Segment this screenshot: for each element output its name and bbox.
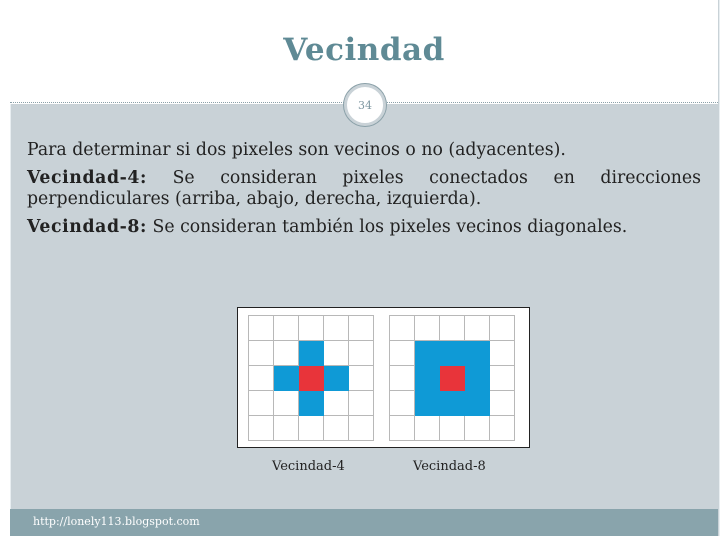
term-vecindad-8: Vecindad-8: [27,217,148,237]
cell [274,316,299,341]
neighbor-cell [440,391,465,416]
cell [349,316,374,341]
cell [440,316,465,341]
definition-vecindad-8: Se consideran también los pixeles vecinos diagonales. [147,217,628,237]
grid-vecindad-4 [248,315,374,441]
slide-title: Vecindad [283,32,445,68]
definition-vecindad-4: Se consideran pixeles conectados en direcciones perpendiculares (arriba, abajo, derecha, izquierda). [27,168,701,209]
cell [349,366,374,391]
cell [349,341,374,366]
neighbor-cell [415,341,440,366]
cell [465,316,490,341]
cell [274,341,299,366]
paragraph-vecindad-4 [27,168,701,210]
cell [390,391,415,416]
neighbor-cell [324,366,349,391]
neighbor-cell [415,366,440,391]
cell [415,416,440,441]
cell [490,316,515,341]
cell [390,341,415,366]
center-cell [299,366,324,391]
neighbor-cell [274,366,299,391]
cell [324,316,349,341]
cell [415,316,440,341]
slide-body [27,140,701,245]
cell [490,341,515,366]
cell [490,366,515,391]
cell [324,341,349,366]
cell [490,391,515,416]
cell [349,416,374,441]
cell [465,416,490,441]
paragraph-intro [27,140,701,161]
cell [299,316,324,341]
cell [490,416,515,441]
cell [249,366,274,391]
neighbor-cell [465,366,490,391]
neighbor-cell [415,391,440,416]
cell [324,391,349,416]
center-cell [440,366,465,391]
caption-vecindad-4: Vecindad-4 [272,459,345,474]
page-number: 34 [344,84,386,126]
paragraph-text: Para determinar si dos pixeles son vecinos o no (adyacentes). [27,140,566,160]
cell [390,366,415,391]
cell [274,416,299,441]
neighbor-cell [299,391,324,416]
cell [440,416,465,441]
cell [249,391,274,416]
cell [249,341,274,366]
cell [324,416,349,441]
term-vecindad-4: Vecindad-4: [27,168,148,188]
cell [349,391,374,416]
neighbor-cell [465,391,490,416]
neighbor-cell [299,341,324,366]
cell [274,391,299,416]
cell [249,416,274,441]
cell [390,316,415,341]
cell [299,416,324,441]
paragraph-vecindad-8 [27,217,701,238]
neighborhood-figure [237,307,530,448]
footer-url[interactable]: http://lonely113.blogspot.com [33,515,200,528]
caption-vecindad-8: Vecindad-8 [413,459,486,474]
neighbor-cell [465,341,490,366]
cell [390,416,415,441]
grid-vecindad-8 [389,315,515,441]
neighbor-cell [440,341,465,366]
cell [249,316,274,341]
